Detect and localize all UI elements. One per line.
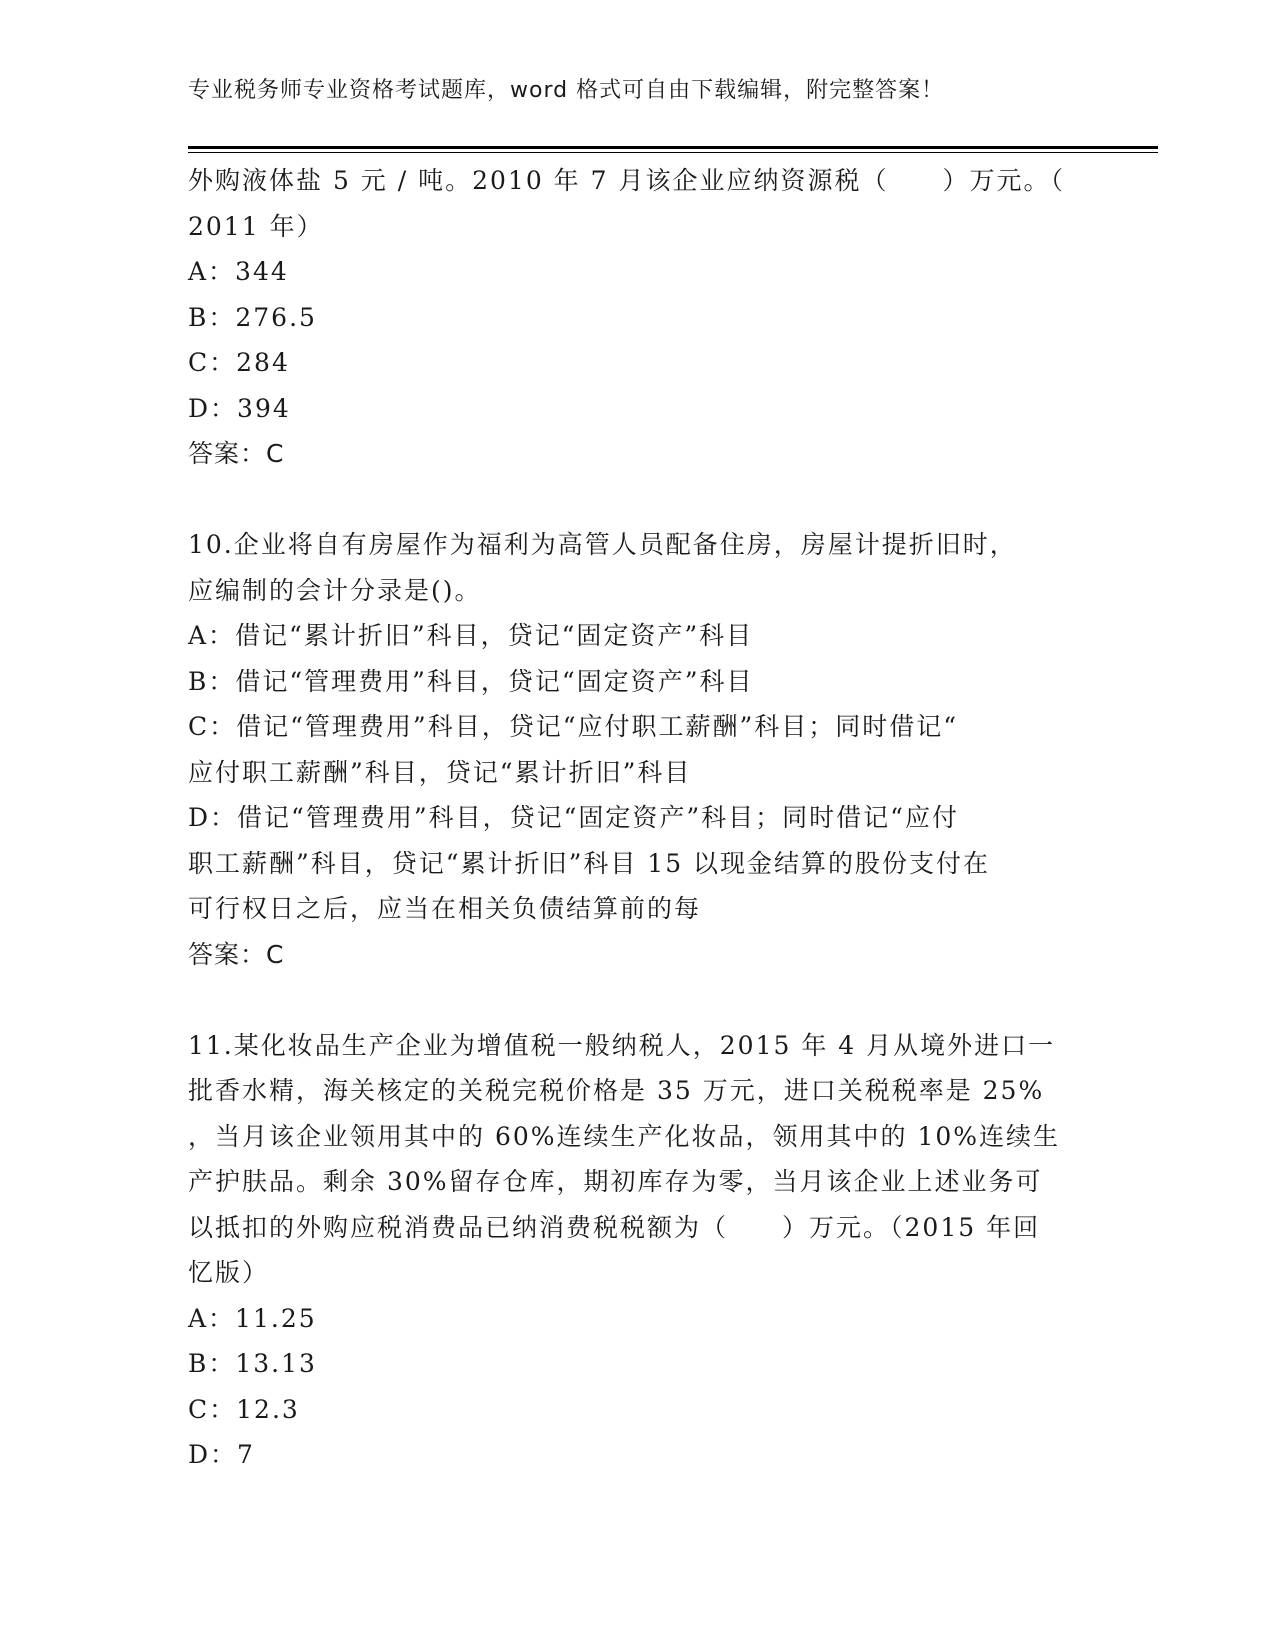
q10-option-d-line-2: 职工薪酬”科目，贷记“累计折旧”科目 15 以现金结算的股份支付在 bbox=[188, 848, 991, 878]
header-rule-thick bbox=[188, 146, 1158, 149]
q9-option-a: A：344 bbox=[188, 257, 289, 286]
page-header: 专业税务师专业资格考试题库，word 格式可自由下载编辑，附完整答案！ bbox=[188, 78, 945, 103]
q11-stem-line-3: ，当月该企业领用其中的 60%连续生产化妆品，领用其中的 10%连续生 bbox=[188, 1121, 1061, 1151]
q10-option-c-line-2: 应付职工薪酬”科目，贷记“累计折旧”科目 bbox=[188, 757, 692, 787]
q10-stem-line-1: 10.企业将自有房屋作为福利为高管人员配备住房，房屋计提折旧时， bbox=[188, 530, 1017, 559]
q10-stem-line-2: 应编制的会计分录是()。 bbox=[188, 575, 482, 605]
q9-stem-line-2: 2011 年） bbox=[188, 211, 324, 241]
q10-option-d-line-1: D：借记“管理费用”科目，贷记“固定资产”科目；同时借记“应付 bbox=[188, 803, 959, 832]
q11-stem-line-5: 以抵扣的外购应税消费品已纳消费税税额为（ ）万元。（2015 年回 bbox=[188, 1212, 1041, 1242]
q10-answer: 答案：C bbox=[188, 939, 285, 969]
document-body bbox=[188, 158, 1088, 1478]
q11-option-d: D：7 bbox=[188, 1440, 255, 1469]
spacer bbox=[188, 977, 1088, 1023]
header-rule-thin bbox=[188, 152, 1158, 153]
q11-option-c: C：12.3 bbox=[188, 1394, 300, 1424]
q9-option-c: C：284 bbox=[188, 348, 290, 377]
q10-option-b: B：借记“管理费用”科目，贷记“固定资产”科目 bbox=[188, 666, 754, 696]
q9-stem-line-1: 外购液体盐 5 元 / 吨。2010 年 7 月该企业应纳资源税（ ）万元。（ bbox=[188, 166, 1065, 195]
q11-option-a: A：11.25 bbox=[188, 1303, 317, 1333]
q11-stem-line-1: 11.某化妆品生产企业为增值税一般纳税人，2015 年 4 月从境外进口一 bbox=[188, 1030, 1056, 1060]
q10-option-d-line-3: 可行权日之后，应当在相关负债结算前的每 bbox=[188, 894, 702, 923]
q10-option-c-line-1: C：借记“管理费用”科目，贷记“应付职工薪酬”科目；同时借记“ bbox=[188, 712, 959, 741]
q9-option-d: D：394 bbox=[188, 393, 291, 423]
q11-stem-line-6: 忆版） bbox=[188, 1258, 270, 1287]
spacer bbox=[188, 477, 1088, 523]
q11-stem-line-4: 产护肤品。剩余 30%留存仓库，期初库存为零，当月该企业上述业务可 bbox=[188, 1167, 1043, 1196]
q9-option-b: B：276.5 bbox=[188, 302, 317, 332]
q11-stem-line-2: 批香水精，海关核定的关税完税价格是 35 万元，进口关税税率是 25% bbox=[188, 1076, 1045, 1105]
q9-answer: 答案：C bbox=[188, 439, 285, 468]
q10-option-a: A：借记“累计折旧”科目，贷记“固定资产”科目 bbox=[188, 621, 754, 650]
q11-option-b: B：13.13 bbox=[188, 1349, 317, 1378]
